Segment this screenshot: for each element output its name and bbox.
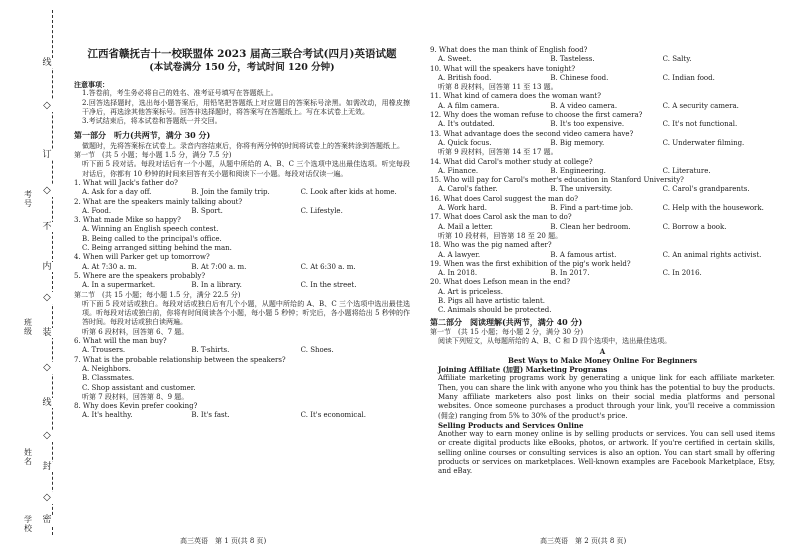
answer-option: B. Being called to the principal's office.: [82, 234, 222, 243]
left-column: [74, 80, 410, 421]
diamond-icon: ◇: [40, 492, 54, 504]
part2-intro: 阅读下列短文，从每题所给的 A、B、C 和 D 四个选项中，选出最佳选项。: [438, 337, 672, 346]
material-instruction: 听第 7 段材料，回答第 8、9 题。: [82, 392, 189, 401]
seal-line: [52, 10, 53, 535]
answer-options-row: [430, 167, 775, 176]
diamond-icon: ◇: [40, 185, 54, 197]
answer-option: C. Salty.: [662, 55, 692, 64]
material-instruction: 听第 10 段材料，回答第 18 至 20 题。: [438, 231, 563, 240]
answer-option: A. Neighbors.: [82, 364, 131, 373]
footer-page-1: 高三英语 第 1 页(共 8 页): [180, 537, 267, 545]
question-stem: 9. What does the man think of English food?: [430, 46, 588, 54]
binding-margin: [0, 0, 64, 554]
question-stem: 3. What made Mike so happy?: [74, 216, 181, 225]
question-stem: 5. Where are the speakers probably?: [74, 271, 206, 280]
answer-option: C. Indian food.: [662, 73, 715, 82]
answer-options-row: [430, 55, 775, 64]
answer-option: C. It's economical.: [300, 411, 366, 420]
question-stem: 18. Who was the pig named after?: [430, 241, 552, 250]
passage-paragraph-1: Affiliate marketing programs work by generating a unique link for each affiliate marketer. Then, you can share the link with anyone who you think has the potential to buy the products. Many affiliate marketers also post links on their social media platforms and personal websites. Once someone purchases a product through your link, you'll receive a commission (佣金) ranging from 5% to 30% of the product's price.: [438, 374, 775, 420]
question-stem: 12. Why does the woman refuse to choose the first camera?: [430, 111, 643, 120]
passage-heading-1: Joining Affiliate (加盟) Marketing Programs: [438, 365, 608, 375]
question-stem: 1. What will Jack's father do?: [74, 178, 178, 187]
school-label: 学校: [24, 515, 32, 533]
name-label: 姓名: [24, 448, 32, 466]
class-label: 班级: [24, 318, 32, 336]
listening-questions-2: [74, 328, 410, 421]
answer-option: B. At 7:00 a. m.: [191, 262, 247, 271]
question-stem: 4. When will Parker get up tomorrow?: [74, 253, 210, 262]
answer-options-row: [74, 411, 410, 420]
answer-option: C. Literature.: [662, 166, 711, 175]
notice-heading: 注意事项：: [74, 80, 109, 89]
answer-option: B. It's too expensive.: [550, 120, 625, 129]
right-column: [430, 46, 775, 477]
answer-options-row: [430, 204, 775, 213]
answer-option: C. At 6:30 a. m.: [300, 262, 356, 271]
answer-option: C. In the street.: [300, 281, 357, 290]
answer-options-row: [430, 74, 775, 83]
answer-options-row: [74, 346, 410, 355]
answer-option: A. Trousers.: [82, 346, 126, 355]
material-instruction: 听第 6 段材料，回答第 6、7 题。: [82, 327, 189, 336]
question-stem: 8. Why does Kevin prefer cooking?: [74, 402, 198, 411]
answer-option: A. It's healthy.: [82, 411, 133, 420]
answer-option: C. Underwater filming.: [662, 138, 745, 147]
answer-option: B. Join the family trip.: [191, 188, 270, 197]
answer-options-row: [430, 139, 775, 148]
answer-options-row: [430, 102, 775, 111]
answer-option: A. Winning an English speech contest.: [82, 225, 219, 234]
question-stem: 19. When was the first exhibition of the pig's work held?: [430, 259, 631, 268]
question-stem: 2. What are the speakers mainly talking about?: [74, 197, 243, 206]
answer-option: A. Carol's father.: [438, 185, 498, 194]
answer-option: B. T-shirts.: [191, 346, 230, 355]
answer-option: A. Art is priceless.: [438, 287, 503, 296]
seal-word: 内: [40, 262, 54, 272]
part1-intro: 做题时，先将答案标在试卷上。录音内容结束后，你将有两分钟的时间将试卷上的答案转涂到答题纸上。: [82, 141, 404, 150]
answer-option: A. Food.: [82, 206, 112, 215]
answer-options-row: [74, 207, 410, 216]
answer-option: C. Lifestyle.: [300, 206, 343, 215]
diamond-icon: ◇: [40, 362, 54, 374]
answer-option: A. A film camera.: [438, 101, 500, 110]
seal-word: 装: [40, 328, 54, 338]
answer-option: A. Quick focus.: [438, 138, 492, 147]
diamond-icon: ◇: [40, 100, 54, 112]
answer-option: A. Work hard.: [438, 204, 487, 213]
answer-option: B. In a library.: [191, 281, 242, 290]
notice-2: 2.回答选择题时，选出每小题答案后，用铅笔把答题纸上对应题目的答案标号涂黑。如需改动，用橡皮擦干净后，再选涂其他答案标号。回答非选择题时，将答案写在答题纸上。写在本试卷上无效。: [82, 98, 410, 116]
passage-heading-2: Selling Products and Services Online: [438, 420, 584, 430]
seal-word: 订: [40, 150, 54, 160]
answer-option: B. Engineering.: [550, 166, 606, 175]
listening-questions-3: [430, 46, 775, 316]
section2-heading: 第二节 (共 15 小题；每小题 1.5 分，满分 22.5 分): [74, 290, 241, 299]
answer-options-row: [430, 223, 775, 232]
answer-option: A. A lawyer.: [438, 250, 481, 259]
answer-options-row: [430, 185, 775, 194]
answer-option: B. It's fast.: [191, 411, 230, 420]
material-instruction: 听第 8 段材料，回答第 11 至 13 题。: [438, 83, 558, 92]
question-stem: 11. What kind of camera does the woman want?: [430, 92, 601, 101]
answer-option: C. Shop assistant and customer.: [82, 383, 196, 392]
answer-option: A. Mail a letter.: [438, 222, 493, 231]
answer-option: C. In 2016.: [662, 269, 702, 278]
answer-option: C. Help with the housework.: [662, 204, 764, 213]
listening-questions-1: [74, 179, 410, 291]
answer-option: C. Carol's grandparents.: [662, 185, 750, 194]
answer-option: B. Tasteless.: [550, 55, 595, 64]
answer-option: C. A security camera.: [662, 101, 739, 110]
answer-option: B. Pigs all have artistic talent.: [438, 297, 545, 306]
answer-option: B. Sport.: [191, 206, 223, 215]
notice-3: 3.考试结束后，将本试卷和答题纸一并交回。: [82, 117, 222, 126]
answer-options-row: [430, 251, 775, 260]
answer-option: A. At 7:30 a. m.: [82, 262, 137, 271]
section1-intro: 听下面 5 段对话。每段对话后有一个小题，从题中所给的 A、B、C 三个选项中选出最佳选项。听完每段对话后，你都有 10 秒钟的时间来回答有关小题和阅读下一小题。每段对话仅读一遍。: [82, 160, 410, 178]
answer-option: B. Big memory.: [550, 138, 605, 147]
question-stem: 7. What is the probable relationship between the speakers?: [74, 355, 286, 364]
part1-heading: 第一部分 听力(共两节，满分 30 分): [74, 130, 211, 141]
answer-options-row: [74, 281, 410, 290]
seal-word: 不: [40, 222, 54, 232]
passage-paragraph-2: Another way to earn money online is by selling products or services. You can sell used items or create digital products like eBooks, photos, or artwork. If you're certified in certain skills, selling online courses or consulting services is also an option. You can start small by offering products or services on marketplaces. Well-known examples are Facebook Marketplace, Etsy, and eBay.: [438, 430, 775, 476]
footer-page-2: 高三英语 第 2 页(共 8 页): [540, 537, 627, 545]
exam-number-label: 考号: [24, 190, 32, 208]
question-stem: 20. What does Lefson mean in the end?: [430, 278, 571, 287]
question-stem: 16. What does Carol suggest the man do?: [430, 194, 578, 203]
question-stem: 6. What will the man buy?: [74, 337, 167, 346]
answer-option: A. It's outdated.: [438, 120, 495, 129]
answer-option: A. Ask for a day off.: [82, 188, 152, 197]
passage-title: Best Ways to Make Money Online For Beginners: [507, 355, 698, 365]
answer-option: A. British food.: [438, 73, 492, 82]
answer-option: B. Find a part-time job.: [550, 204, 633, 213]
notice-1: 1.答卷前，考生务必将自己的姓名、准考证号填写在答题纸上。: [82, 89, 278, 98]
seal-word: 线: [40, 398, 54, 408]
diamond-icon: ◇: [40, 292, 54, 304]
section1-heading: 第一节 (共 5 小题；每小题 1.5 分，满分 7.5 分): [74, 151, 232, 160]
answer-options-row: [74, 263, 410, 272]
part2-section1-heading: 第一节 (共 15 小题；每小题 2 分，满分 30 分): [430, 327, 584, 336]
part2-heading: 第二部分 阅读理解(共两节，满分 40 分): [430, 316, 583, 327]
material-instruction: 听第 9 段材料，回答第 14 至 17 题。: [438, 148, 558, 157]
seal-word: 密: [40, 515, 54, 525]
exam-subtitle: (本试卷满分 150 分，考试时间 120 分钟): [149, 62, 335, 73]
answer-option: A. In 2018.: [438, 269, 478, 278]
answer-option: B. Chinese food.: [550, 73, 609, 82]
question-stem: 13. What advantage does the second video camera have?: [430, 129, 634, 138]
answer-option: C. Being arranged sitting behind the man.: [82, 244, 232, 253]
answer-option: A. Finance.: [438, 166, 479, 175]
answer-option: A. In a supermarket.: [82, 281, 156, 290]
answer-options-row: [430, 120, 775, 129]
answer-option: B. A video camera.: [550, 101, 618, 110]
answer-option: C. Look after kids at home.: [300, 188, 397, 197]
section2-intro: 听下面 5 段对话或独白。每段对话或独白后有几个小题，从题中所给的 A、B、C 三个选项中选出最佳选项。听每段对话或独白前，你将有时间阅读各个小题，每小题 5 秒钟；听完后，各小题将给出 5 秒钟的作答时间。每段对话或独白读两遍。: [82, 299, 410, 327]
answer-option: B. A famous artist.: [550, 250, 617, 259]
answer-option: A. Sweet.: [438, 55, 472, 64]
answer-option: B. In 2017.: [550, 269, 590, 278]
seal-word: 线: [40, 58, 54, 68]
passage-letter: A: [599, 346, 606, 356]
question-stem: 17. What does Carol ask the man to do?: [430, 213, 572, 222]
question-stem: 14. What did Carol's mother study at college?: [430, 157, 593, 166]
diamond-icon: ◇: [40, 430, 54, 442]
question-stem: 15. Who will pay for Carol's mother's education in Stanford University?: [430, 176, 684, 185]
seal-word: 封: [40, 462, 54, 472]
answer-option: B. The university.: [550, 185, 613, 194]
answer-option: C. Animals should be protected.: [438, 306, 552, 315]
answer-option: C. It's not functional.: [662, 120, 738, 129]
exam-title: 江西省赣抚吉十一校联盟体 2023 届高三联合考试(四月)英语试题: [87, 48, 397, 60]
answer-option: B. Classmates.: [82, 374, 135, 383]
answer-option: C. Shoes.: [300, 346, 334, 355]
answer-option: C. An animal rights activist.: [662, 250, 762, 259]
answer-option: C. Borrow a book.: [662, 222, 727, 231]
answer-options-row: [430, 269, 775, 278]
question-stem: 10. What will the speakers have tonight?: [430, 64, 576, 73]
answer-option: B. Clean her bedroom.: [550, 222, 631, 231]
answer-options-row: [74, 188, 410, 197]
